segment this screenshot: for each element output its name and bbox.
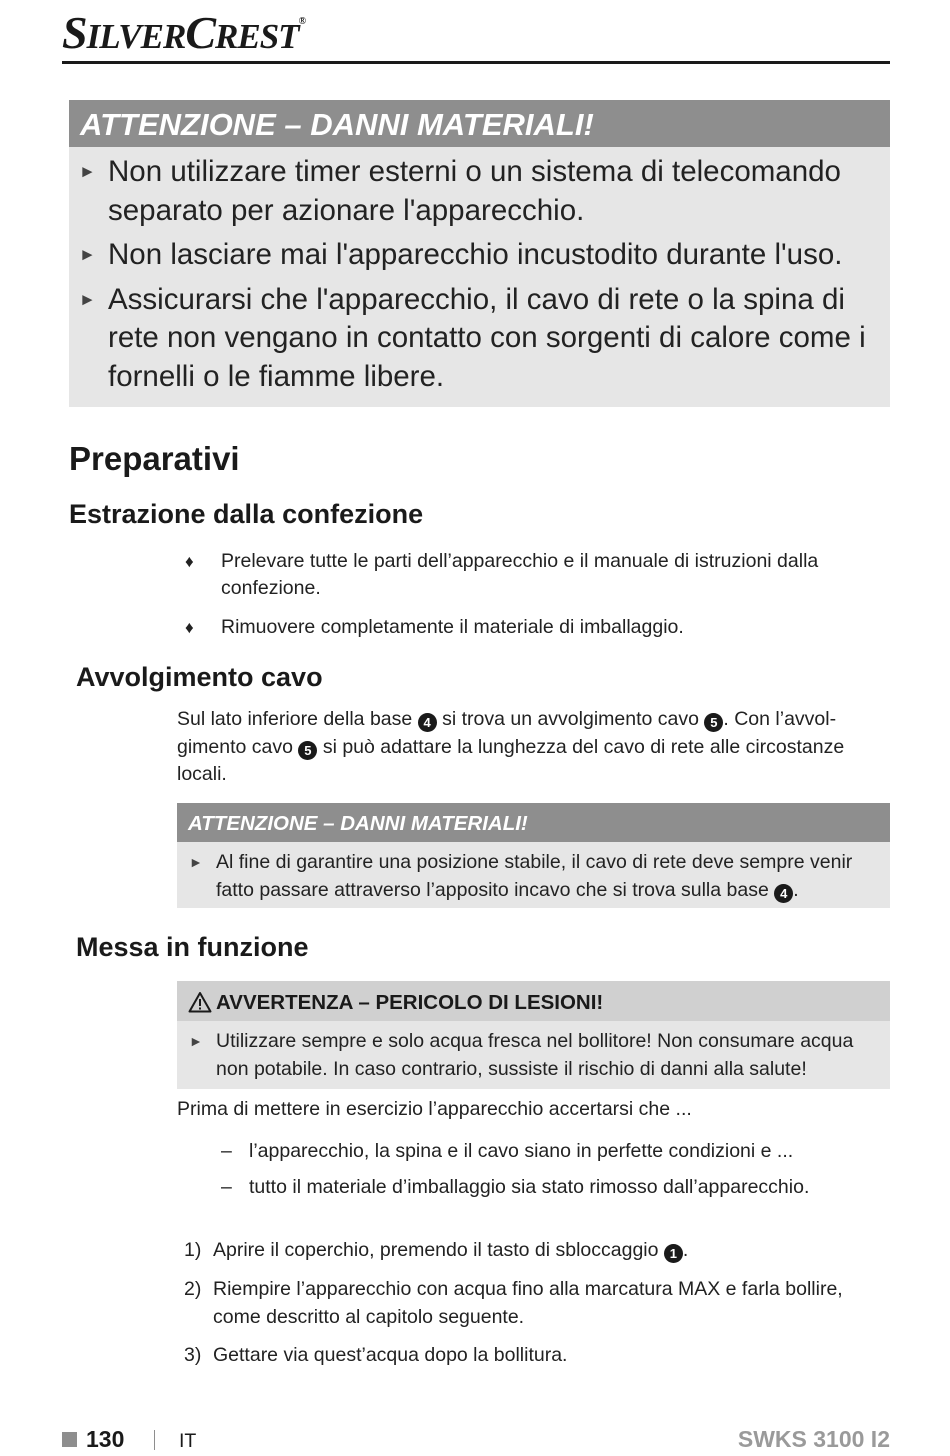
warning-item: ► Non lasciare mai l'apparecchio incustodito durante l'uso. [69, 236, 890, 275]
arrow-icon: ► [189, 854, 203, 870]
part-number-badge: 4 [774, 884, 793, 903]
arrow-icon: ► [189, 1033, 203, 1049]
check-item: – tutto il materiale d’imballaggio sia stato rimosso dall’apparecchio. [221, 1176, 810, 1198]
part-number-badge: 1 [664, 1244, 683, 1263]
warning-title: ATTENZIONE – DANNI MATERIALI! [177, 803, 890, 842]
warning-item: ► Al fine di garantire una posizione stabile, il cavo di rete deve sempre venir fatto passare attraverso l’apposito incavo che si trova sulla base 4 . [177, 848, 890, 904]
cable-winding-heading: Avvolgimento cavo [76, 662, 323, 692]
step-item: 2) Riempire l’apparecchio con acqua fino alla marcatura MAX e farla bollire, come descritto al capitolo seguente. [184, 1278, 843, 1328]
step-item: 1) Aprire il coperchio, premendo il tasto di sbloccaggio 1 . [184, 1239, 689, 1261]
arrow-icon: ► [79, 245, 96, 264]
startup-intro: Prima di mettere in esercizio l’apparecchio accertarsi che ... [177, 1098, 692, 1120]
warning-title: ATTENZIONE – DANNI MATERIALI! [69, 100, 890, 147]
section-title: Preparativi [69, 440, 240, 477]
step-item: 3) Gettare via quest’acqua dopo la bollitura. [184, 1344, 568, 1366]
startup-heading: Messa in funzione [76, 932, 309, 962]
footer-square-icon [62, 1432, 77, 1447]
unpacking-item: ♦ Prelevare tutte le parti dell’apparecchio e il manuale di istruzioni dalla confezione. [185, 550, 819, 599]
arrow-icon: ► [79, 289, 96, 309]
unpacking-heading: Estrazione dalla confezione [69, 499, 424, 529]
warning-item: ► Utilizzare sempre e solo acqua fresca nel bollitore! Non consumare acqua non potabile. In caso contrario, sussiste il rischio di danni alla salute! [177, 1027, 890, 1083]
warning-item: ► Assicurarsi che l'apparecchio, il cavo di rete o la spina di rete non vengano in contatto con sorgenti di calore come i fornelli o le fiamme libere. [79, 282, 866, 393]
material-damage-warning-box [69, 100, 890, 407]
brand-logo: SILVERCREST® [62, 7, 306, 58]
part-number-badge: 5 [704, 713, 723, 732]
header-rule [62, 61, 890, 64]
warning-list [69, 147, 890, 396]
warning-triangle-icon [188, 991, 212, 1013]
cable-winding-paragraph: Sul lato inferiore della base 4 si trova un avvolgimento cavo 5 . Con l’avvol- gimento cavo 5 si può adattare la lunghezza del cavo di rete alle circostanze locali. [177, 708, 845, 785]
page-number: 130 [86, 1426, 125, 1452]
footer-divider [154, 1430, 155, 1450]
part-number-badge: 5 [298, 741, 317, 760]
warning-item: ► Non utilizzare timer esterni o un sistema di telecomando separato per azionare l'apparecchio. [79, 155, 841, 227]
warning-title: AVVERTENZA – PERICOLO DI LESIONI! [177, 981, 890, 1021]
model-number: SWKS 3100 I2 [737, 1426, 890, 1452]
arrow-icon: ► [79, 162, 96, 181]
unpacking-item: ♦ Rimuovere completamente il materiale di imballaggio. [221, 614, 861, 641]
cable-warning-box [177, 803, 890, 908]
diamond-bullet-icon: ♦ [185, 618, 194, 637]
part-number-badge: 4 [418, 713, 437, 732]
check-item: – l’apparecchio, la spina e il cavo siano in perfette condizioni e ... [221, 1140, 794, 1162]
language-code: IT [179, 1430, 197, 1452]
diamond-bullet-icon: ♦ [185, 552, 194, 571]
injury-warning-box [177, 981, 890, 1089]
